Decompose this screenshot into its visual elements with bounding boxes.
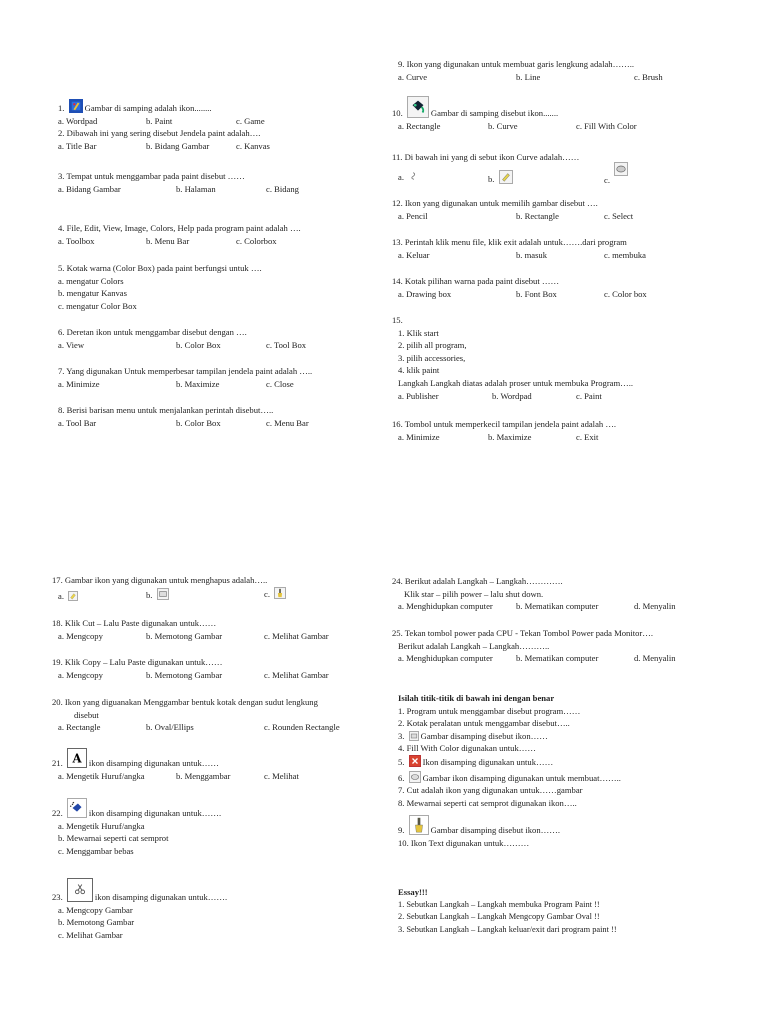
option-a: a. Menghidupkan computer [398, 653, 493, 664]
question-18: 18. Klik Cut – Lalu Paste digunakan untuk…… a. Mengcopy b. Memotong Gambar c. Melihat Gambar [52, 618, 329, 641]
step-item: 4. klik paint [398, 365, 440, 376]
option-c: c. Brush [634, 71, 663, 82]
question-10: 10. Gambar di samping disebut ikon....... a. Rectangle b. Curve c. Fill With Color [392, 96, 558, 132]
fill-item: 1. Program untuk menggambar disebut program…… [398, 705, 581, 716]
option-a: a. [398, 171, 404, 182]
option-b: b. Memotong Gambar [58, 917, 135, 928]
option-b: b. Mematikan computer [516, 601, 599, 612]
option-b: b. Color Box [176, 417, 221, 428]
option-b: b. Curve [488, 120, 518, 131]
option-c: c. Exit [576, 431, 599, 442]
essay-item: 1. Sebutkan Langkah – Langkah membuka Program Paint !! [398, 899, 600, 909]
option-d: d. Menyalin [634, 653, 676, 664]
question-19: 19. Klik Copy – Lalu Paste digunakan untuk…… a. Mengcopy b. Memotong Gambar c. Melihat Gambar [52, 657, 329, 680]
option-a: a. Tool Bar [58, 417, 97, 428]
fill-item: 5. Ikon disamping digunakan untuk…… [398, 756, 554, 767]
option-a: a. Toolbox [58, 235, 95, 246]
question-9: 9. Ikon yang digunakan untuk membuat garis lengkung adalah…….. a. Curve b. Line c. Brush [398, 59, 663, 82]
option-b: b. Halaman [176, 183, 216, 194]
option-c: c. Colorbox [236, 235, 277, 246]
select-icon [408, 170, 420, 182]
essay-section [398, 886, 617, 936]
option-b: b. Oval/Ellips [146, 722, 194, 733]
essay-item: 2. Sebutkan Langkah – Langkah Mengcopy Gambar Oval !! [398, 912, 600, 922]
option-b: b. Menu Bar [146, 235, 190, 246]
step-item: 3. pilih accessories, [398, 352, 466, 363]
option-b: b. Maximize [176, 378, 220, 389]
question-21: 21. A ikon disamping digunakan untuk…… a. Mengetik Huruf/angka b. Menggambar c. Melihat [52, 748, 219, 782]
fill-item: 7. Cut adalah ikon yang digunakan untuk……gambar [398, 785, 583, 796]
question-4: 4. File, Edit, View, Image, Colors, Help pada program paint adalah …. a. Toolbox b. Menu Bar c. Colorbox [58, 223, 301, 246]
option-b: b. [146, 589, 153, 600]
option-a: a. Minimize [58, 378, 100, 389]
fill-item: 8. Mewarnai seperti cat semprot digunakan ikon….. [398, 797, 577, 808]
option-a: a. Mengcopy [58, 630, 103, 641]
rectangle-icon [409, 731, 419, 741]
fill-item: 6. Gambar ikon disamping digunakan untuk membuat…….. [398, 772, 621, 783]
fill-in-section [398, 692, 621, 850]
fill-item: 9. Gambar disamping disebut ikon……. [398, 815, 621, 837]
option-b: b. Line [516, 71, 541, 82]
question-17: 17. Gambar ikon yang digunakan untuk menghapus adalah….. a. b. c. [52, 574, 267, 603]
question-1: 1. Gambar di samping adalah ikon........ a. Wordpad b. Paint c. Game 2. Dibawah ini yang sering disebut Jendela paint adalah…. a. Title Bar b. Bidang Gambar c. Kanvas [58, 99, 260, 152]
fill-item: 10. Ikon Text digunakan untuk……… [398, 837, 530, 848]
option-c: c. Melihat Gambar [58, 929, 123, 940]
option-a: a. Drawing box [398, 288, 452, 299]
question-3: 3. Tempat untuk menggambar pada paint disebut …… a. Bidang Gambar b. Halaman c. Bidang [58, 171, 299, 194]
option-a: a. Pencil [398, 210, 428, 221]
option-c: c. mengatur Color Box [58, 300, 137, 311]
question-12: 12. Ikon yang digunakan untuk memilih gambar disebut …. a. Pencil b. Rectangle c. Select [392, 198, 634, 221]
question-13: 13. Perintah klik menu file, klik exit adalah untuk…….dari program a. Keluar b. masuk c. membuka [392, 237, 646, 260]
option-a: a. Bidang Gambar [58, 183, 121, 194]
paint-app-icon [69, 99, 83, 113]
option-a: a. Mengetik Huruf/angka [58, 770, 145, 781]
option-b: b. Color Box [176, 339, 221, 350]
svg-text:A: A [72, 751, 82, 766]
option-a: a. Mengcopy Gambar [58, 904, 133, 915]
brush-icon [274, 587, 286, 599]
option-a: a. Keluar [398, 249, 430, 260]
option-c: c. Rounden Rectangle [264, 722, 340, 733]
option-b: b. Mewarnai seperti cat semprot [58, 833, 169, 844]
option-b: b. Paint [146, 115, 173, 126]
option-b: b. Memotong Gambar [146, 630, 223, 641]
option-d: d. Menyalin [634, 601, 676, 612]
option-c: c. Melihat Gambar [264, 669, 329, 680]
brush-icon [409, 815, 429, 835]
option-c: c. Tool Box [266, 339, 307, 350]
option-a: a. Menghidupkan computer [398, 601, 493, 612]
option-c: c. Melihat [264, 770, 299, 781]
question-6: 6. Deretan ikon untuk menggambar disebut dengan …. a. View b. Color Box c. Tool Box [58, 327, 307, 350]
option-a: a. Minimize [398, 431, 440, 442]
airbrush-icon [67, 798, 87, 818]
option-b: b. Memotong Gambar [146, 669, 223, 680]
step-item: 2. pilih all program, [398, 340, 467, 351]
option-b: b. Maximize [488, 431, 532, 442]
option-c: c. Bidang [266, 183, 299, 194]
option-b: b. masuk [516, 249, 548, 260]
option-c: c. membuka [604, 249, 646, 260]
ellipse-icon [614, 162, 628, 176]
fill-item: 4. Fill With Color digunakan untuk…… [398, 743, 536, 754]
question-22: 22. ikon disamping digunakan untuk……. a. Mengetik Huruf/angka b. Mewarnai seperti cat semprot c. Menggambar bebas [52, 798, 221, 857]
question-15: 15. 1. Klik start 2. pilih all program, 3. pilih accessories, 4. klik paint Langkah Langkah diatas adalah proser untuk membuka Program….. a. Publisher b. Wordpad c. Paint [392, 315, 634, 401]
question-5: 5. Kotak warna (Color Box) pada paint berfungsi untuk …. a. mengatur Colors b. mengatur Kanvas c. mengatur Color Box [58, 263, 262, 311]
option-c: c. Menggambar bebas [58, 845, 134, 856]
option-b: b. Menggambar [176, 770, 231, 781]
eraser-icon [68, 591, 78, 601]
option-c: c. Fill With Color [576, 120, 637, 131]
question-7: 7. Yang digunakan Untuk memperbesar tampilan jendela paint adalah ….. a. Minimize b. Maximize c. Close [58, 366, 313, 389]
option-c: c. [604, 174, 610, 185]
question-20: 20. Ikon yang diguanakan Menggambar bentuk kotak dengan sudut lengkung disebut a. Rectangle b. Oval/Ellips c. Rounden Rectangle [52, 697, 340, 733]
fill-item: 2. Kotak peralatan untuk menggambar disebut….. [398, 718, 570, 729]
option-a: a. Wordpad [58, 115, 98, 126]
fill-item: 3. Gambar disamping disebut ikon…… [398, 730, 548, 741]
question-25: 25. Tekan tombol power pada CPU - Tekan Tombol Power pada Monitor…. Berikut adalah Langkah – Langkah……….. a. Menghidupkan computer b. Mematikan computer d. Menyalin [392, 628, 676, 664]
option-c: c. Close [266, 378, 294, 389]
option-c: c. Game [236, 115, 265, 126]
option-a: a. Title Bar [58, 140, 97, 151]
option-b: b. mengatur Kanvas [58, 288, 127, 299]
option-b: b. Wordpad [492, 390, 532, 401]
step-item: 1. Klik start [398, 327, 439, 338]
option-a: a. Curve [398, 71, 428, 82]
fill-with-color-icon [407, 96, 429, 118]
question-8: 8. Berisi barisan menu untuk menjalankan perintah disebut….. a. Tool Bar b. Color Box c. Menu Bar [58, 405, 309, 428]
question-24: 24. Berikut adalah Langkah – Langkah…………. Klik star – pilih power – lalu shut down. a. Menghidupkan computer b. Mematikan computer d. Menyalin [392, 576, 676, 612]
close-x-icon [409, 755, 421, 767]
ellipse-icon [409, 771, 421, 783]
section-heading: Essay!!! [398, 887, 428, 897]
option-c: c. Melihat Gambar [264, 630, 329, 641]
rectangle-icon [157, 588, 169, 600]
option-c: c. Menu Bar [266, 417, 309, 428]
section-heading: Isilah titik-titik di bawah ini dengan benar [398, 693, 555, 703]
question-23: 23. ikon disamping digunakan untuk……. a. Mengcopy Gambar b. Memotong Gambar c. Melihat Gambar [52, 878, 227, 941]
option-a: a. Rectangle [398, 120, 441, 131]
option-b: b. Mematikan computer [516, 653, 599, 664]
option-c: c. Kanvas [236, 140, 270, 151]
question-11: 11. Di bawah ini yang di sebut ikon Curve adalah…… a. b. c. [392, 151, 579, 184]
essay-item: 3. Sebutkan Langkah – Langkah keluar/exit dari program paint !! [398, 924, 617, 934]
option-c: c. Color box [604, 288, 647, 299]
option-c: c. [264, 588, 270, 599]
option-b: b. Rectangle [516, 210, 559, 221]
option-b: b. Font Box [516, 288, 557, 299]
option-a: a. Mengetik Huruf/angka [58, 820, 145, 831]
pencil-icon [499, 170, 513, 184]
option-a: a. [58, 590, 64, 601]
option-a: a. Publisher [398, 390, 439, 401]
question-14: 14. Kotak pilihan warna pada paint disebut …… a. Drawing box b. Font Box c. Color box [392, 276, 647, 299]
option-a: a. View [58, 339, 85, 350]
cut-icon [67, 878, 93, 902]
option-b: b. [488, 173, 495, 184]
option-a: a. Mengcopy [58, 669, 103, 680]
option-c: c. Paint [576, 390, 602, 401]
option-a: a. mengatur Colors [58, 275, 124, 286]
option-a: a. Rectangle [58, 722, 101, 733]
option-c: c. Select [604, 210, 634, 221]
text-icon [67, 748, 87, 768]
option-b: b. Bidang Gambar [146, 140, 210, 151]
question-16: 16. Tombol untuk memperkecil tampilan jendela paint adalah …. a. Minimize b. Maximize c. Exit [392, 419, 617, 442]
